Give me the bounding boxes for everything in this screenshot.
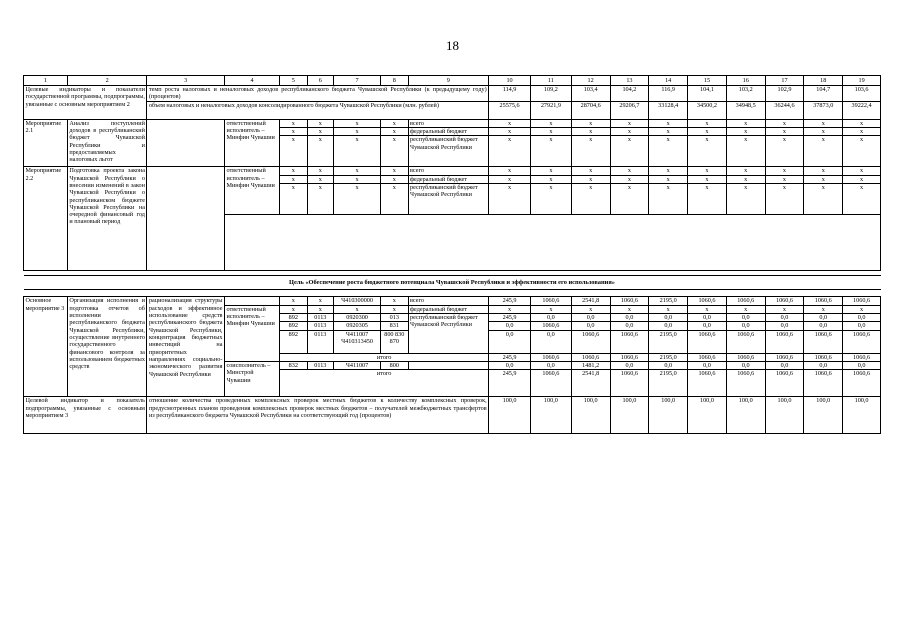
- value-cell: x: [688, 305, 727, 313]
- value-cell: 0,0: [610, 361, 649, 369]
- value-cell: x: [489, 136, 531, 167]
- source-cell: федеральный бюджет: [408, 175, 489, 183]
- value-cell: x: [571, 305, 610, 313]
- value-cell: x: [530, 136, 571, 167]
- value-cell: 1060,6: [688, 370, 727, 397]
- value-cell: x: [489, 183, 531, 214]
- value-cell: 0,0: [649, 322, 688, 330]
- total-label: итого: [280, 370, 489, 397]
- event-name: Организация исполнения и подготовка отчетов об исполнении республиканского бюджета Чувашской Республики, осуществление внутреннего государственного финансового контроля за использованием бюджетных средств: [67, 297, 147, 397]
- value-cell: x: [530, 119, 571, 127]
- value-cell: 1060,6: [726, 297, 765, 305]
- code-cell: 800 830 870: [381, 330, 409, 353]
- value-cell: x: [530, 175, 571, 183]
- value-cell: 0,0: [649, 314, 688, 322]
- value-cell: 1060,6: [843, 370, 881, 397]
- value-cell: 103,4: [571, 86, 610, 102]
- code-cell: x: [381, 119, 409, 127]
- source-cell: [408, 361, 489, 369]
- header-row: [24, 76, 881, 86]
- value-cell: 100,0: [804, 397, 843, 434]
- value-cell: x: [571, 119, 610, 127]
- value-cell: 0,0: [843, 361, 881, 369]
- value-cell: 100,0: [765, 397, 804, 434]
- value-cell: 0,0: [765, 314, 804, 322]
- header-cell: 19: [843, 76, 881, 86]
- indicator-text: объем налоговых и неналоговых доходов консолидированного бюджета Чувашской Республики (млн. рублей): [147, 101, 489, 119]
- header-cell: 18: [804, 76, 843, 86]
- indicator-label: Целевые индикаторы и показатели государственной программы, подпрограммы, увязанные с основным мероприятием 2: [24, 86, 147, 120]
- indicator-text: темп роста налоговых и неналоговых доходов республиканского бюджета Чувашской Республики (к предыдущему году) (процентов): [148, 86, 487, 101]
- value-cell: 1060,6: [804, 353, 843, 361]
- code-cell: x: [280, 175, 308, 183]
- value-cell: 1060,6: [530, 353, 571, 361]
- value-cell: 36244,6: [765, 101, 804, 119]
- value-cell: 1060,6: [688, 330, 727, 353]
- value-cell: x: [571, 127, 610, 135]
- header-cell: 8: [381, 76, 409, 86]
- value-cell: 0,0: [610, 314, 649, 322]
- value-cell: x: [530, 305, 571, 313]
- event-row: [24, 167, 881, 175]
- value-cell: x: [804, 175, 843, 183]
- value-cell: 34948,5: [726, 101, 765, 119]
- header-cell: 10: [489, 76, 531, 86]
- header-cell: 16: [726, 76, 765, 86]
- value-cell: x: [649, 175, 688, 183]
- value-cell: x: [804, 305, 843, 313]
- code-cell: x: [381, 127, 409, 135]
- source-cell: всего: [408, 297, 489, 305]
- value-cell: x: [843, 175, 881, 183]
- header-cell: 9: [408, 76, 489, 86]
- code-cell: x: [381, 136, 409, 167]
- value-cell: 1060,6: [765, 353, 804, 361]
- value-cell: 0,0: [688, 322, 727, 330]
- value-cell: 104,1: [688, 86, 727, 102]
- code-cell: x: [334, 136, 381, 167]
- value-cell: 1060,6: [610, 330, 649, 353]
- value-cell: 1060,6: [726, 370, 765, 397]
- value-cell: 2195,0: [649, 353, 688, 361]
- page-number: 18: [446, 38, 459, 53]
- value-cell: x: [726, 136, 765, 167]
- code-cell: x: [307, 167, 334, 175]
- value-cell: x: [649, 183, 688, 214]
- value-cell: 245,9: [489, 314, 531, 322]
- code-cell: Ч411007: [334, 361, 381, 369]
- value-cell: 1060,6: [571, 330, 610, 353]
- value-cell: 2195,0: [649, 297, 688, 305]
- value-cell: x: [610, 183, 649, 214]
- header-cell: 2: [67, 76, 147, 86]
- value-cell: x: [489, 167, 531, 175]
- code-cell: 0113: [307, 322, 334, 330]
- value-cell: x: [843, 119, 881, 127]
- header-cell: 3: [147, 76, 225, 86]
- indicator-row: [24, 397, 881, 434]
- om3-row: [24, 297, 881, 305]
- value-cell: 1060,6: [804, 330, 843, 353]
- code-cell: 832: [280, 361, 308, 369]
- code-cell: 0920300: [334, 314, 381, 322]
- value-cell: x: [530, 127, 571, 135]
- budget-table: [23, 75, 881, 434]
- value-cell: 37873,0: [804, 101, 843, 119]
- code-cell: x: [280, 127, 308, 135]
- header-cell: 7: [334, 76, 381, 86]
- value-cell: x: [688, 127, 727, 135]
- value-cell: x: [571, 183, 610, 214]
- value-cell: 2195,0: [649, 370, 688, 397]
- header-cell: 4: [224, 76, 279, 86]
- value-cell: 100,0: [610, 397, 649, 434]
- value-cell: 245,9: [489, 353, 531, 361]
- value-cell: 0,0: [489, 330, 531, 353]
- header-cell: 11: [530, 76, 571, 86]
- code-cell: x: [334, 183, 381, 214]
- value-cell: x: [649, 305, 688, 313]
- value-cell: 1060,6: [765, 370, 804, 397]
- code-cell: 831: [381, 322, 409, 330]
- value-cell: 34500,2: [688, 101, 727, 119]
- value-cell: x: [765, 175, 804, 183]
- header-cell: 1: [24, 76, 68, 86]
- value-cell: 103,2: [726, 86, 765, 102]
- value-cell: x: [765, 136, 804, 167]
- value-cell: 25575,6: [489, 101, 531, 119]
- code-cell: 0920305: [334, 322, 381, 330]
- value-cell: x: [610, 305, 649, 313]
- value-cell: 1060,6: [610, 353, 649, 361]
- code-cell: x: [280, 119, 308, 127]
- value-cell: 28704,6: [571, 101, 610, 119]
- header-cell: 12: [571, 76, 610, 86]
- spacer-row: [24, 290, 881, 297]
- value-cell: 0,0: [530, 330, 571, 353]
- code-cell: x: [381, 305, 409, 313]
- value-cell: x: [688, 183, 727, 214]
- event-responsible: ответственный исполнитель – Минфин Чувашии: [224, 167, 279, 215]
- value-cell: 0,0: [649, 361, 688, 369]
- value-cell: 2541,8: [571, 297, 610, 305]
- value-cell: 0,0: [688, 314, 727, 322]
- code-cell: x: [381, 297, 409, 305]
- indicator-row: [24, 86, 881, 102]
- value-cell: 0,0: [843, 322, 881, 330]
- event-coexecutor: соисполнитель – Минстрой Чувашии: [224, 361, 279, 396]
- value-cell: x: [649, 127, 688, 135]
- value-cell: 100,0: [530, 397, 571, 434]
- value-cell: 1060,6: [765, 297, 804, 305]
- value-cell: 0,0: [530, 361, 571, 369]
- value-cell: x: [726, 127, 765, 135]
- value-cell: 2195,0: [649, 330, 688, 353]
- value-cell: x: [649, 119, 688, 127]
- header-cell: 15: [688, 76, 727, 86]
- value-cell: 1060,6: [610, 297, 649, 305]
- value-cell: x: [843, 127, 881, 135]
- source-cell: республиканский бюджет Чувашской Республики: [408, 314, 489, 354]
- goal-title: Цель «Обеспечение роста бюджетного потенциала Чувашской Республики и эффективности его использования»: [24, 275, 881, 290]
- subtotal-label: итого: [280, 353, 489, 361]
- value-cell: x: [765, 119, 804, 127]
- code-cell: x: [381, 183, 409, 214]
- value-cell: x: [688, 167, 727, 175]
- spacer-cell: [24, 290, 881, 297]
- code-cell: 800: [381, 361, 409, 369]
- value-cell: 1060,6: [726, 330, 765, 353]
- value-cell: x: [688, 119, 727, 127]
- code-cell: x: [381, 167, 409, 175]
- value-cell: 245,9: [489, 370, 531, 397]
- value-cell: x: [610, 175, 649, 183]
- indicator-row: [24, 101, 881, 119]
- value-cell: 29206,7: [610, 101, 649, 119]
- empty-cell: [224, 297, 279, 305]
- event-task: рационализация структуры расходов и эффективное использование средств республиканского бюджета Чувашской Республики, концентрация бюджетных инвестиций на приоритетных направлениях социально-экономического развития Чувашской Республики: [147, 297, 225, 397]
- value-cell: x: [649, 167, 688, 175]
- header-cell: 6: [307, 76, 334, 86]
- code-cell: x: [280, 136, 308, 167]
- value-cell: 100,0: [726, 397, 765, 434]
- value-cell: x: [843, 305, 881, 313]
- value-cell: 0,0: [688, 361, 727, 369]
- value-cell: x: [726, 183, 765, 214]
- value-cell: 1060,6: [726, 353, 765, 361]
- value-cell: x: [765, 167, 804, 175]
- code-cell: Ч411007 Ч410313450: [334, 330, 381, 353]
- value-cell: x: [804, 136, 843, 167]
- value-cell: 100,0: [571, 397, 610, 434]
- value-cell: x: [726, 305, 765, 313]
- code-cell: x: [280, 167, 308, 175]
- source-cell: федеральный бюджет: [408, 305, 489, 313]
- code-cell: 013: [381, 314, 409, 322]
- event-responsible: ответственный исполнитель – Минфин Чувашии: [224, 119, 279, 167]
- code-cell: 0113: [307, 330, 334, 353]
- value-cell: 0,0: [610, 322, 649, 330]
- event-label: Мероприятие 2.2: [24, 167, 68, 271]
- value-cell: x: [610, 127, 649, 135]
- value-cell: 1060,6: [688, 297, 727, 305]
- value-cell: x: [804, 119, 843, 127]
- value-cell: 0,0: [804, 322, 843, 330]
- value-cell: 100,0: [843, 397, 881, 434]
- event-task: [147, 167, 225, 271]
- value-cell: 0,0: [726, 314, 765, 322]
- value-cell: 104,7: [804, 86, 843, 102]
- value-cell: 116,9: [649, 86, 688, 102]
- code-cell: x: [307, 183, 334, 214]
- value-cell: x: [688, 136, 727, 167]
- value-cell: x: [571, 167, 610, 175]
- value-cell: x: [726, 119, 765, 127]
- value-cell: x: [489, 305, 531, 313]
- value-cell: x: [726, 175, 765, 183]
- value-cell: x: [610, 136, 649, 167]
- code-cell: x: [280, 183, 308, 214]
- code-cell: 892: [280, 314, 308, 322]
- code-cell: x: [280, 305, 308, 313]
- value-cell: 0,0: [489, 322, 531, 330]
- indicator-label: Целевой индикатор и показатель подпрограммы, увязанные с основным мероприятием 3: [24, 397, 147, 434]
- value-cell: 1060,6: [530, 370, 571, 397]
- value-cell: 1060,6: [765, 330, 804, 353]
- value-cell: 245,9: [489, 297, 531, 305]
- event-responsible: ответственный исполнитель – Минфин Чувашии: [224, 305, 279, 361]
- value-cell: 1481,2: [571, 361, 610, 369]
- header-cell: 14: [649, 76, 688, 86]
- source-cell: федеральный бюджет: [408, 127, 489, 135]
- code-cell: x: [307, 175, 334, 183]
- code-cell: x: [381, 175, 409, 183]
- indicator-text: отношение количества проведенных комплексных проверок местных бюджетов к количеству комплексных проверок, предусмотренных планом проведения комплексных проверок местных бюджетов – получателей межбюджетных трансфертов из республиканского бюджета Чувашской Республики на соответствующий год (процентов): [147, 397, 489, 434]
- value-cell: 1060,6: [530, 322, 571, 330]
- code-cell: x: [334, 127, 381, 135]
- value-cell: 109,2: [530, 86, 571, 102]
- source-cell: всего: [408, 119, 489, 127]
- event-row: [24, 119, 881, 127]
- value-cell: 104,2: [610, 86, 649, 102]
- value-cell: x: [610, 119, 649, 127]
- value-cell: 1060,6: [530, 297, 571, 305]
- value-cell: 0,0: [843, 314, 881, 322]
- value-cell: 100,0: [489, 397, 531, 434]
- code-cell: x: [307, 136, 334, 167]
- code-cell: 892: [280, 322, 308, 330]
- value-cell: 39222,4: [843, 101, 881, 119]
- goal-row: [24, 275, 881, 290]
- value-cell: 0,0: [530, 314, 571, 322]
- value-cell: x: [765, 127, 804, 135]
- value-cell: x: [726, 167, 765, 175]
- value-cell: 0,0: [765, 361, 804, 369]
- code-cell: x: [334, 305, 381, 313]
- value-cell: 103,6: [843, 86, 881, 102]
- value-cell: 0,0: [765, 322, 804, 330]
- value-cell: 0,0: [804, 314, 843, 322]
- header-cell: 17: [765, 76, 804, 86]
- value-cell: 0,0: [571, 314, 610, 322]
- event-task: [147, 119, 225, 167]
- value-cell: 1060,6: [843, 330, 881, 353]
- event-label: Основное мероприятие 3: [24, 297, 68, 397]
- source-cell: республиканский бюджет Чувашской Республики: [408, 183, 489, 214]
- value-cell: 100,0: [649, 397, 688, 434]
- value-cell: x: [843, 167, 881, 175]
- value-cell: 1060,6: [843, 353, 881, 361]
- value-cell: x: [765, 305, 804, 313]
- header-cell: 5: [280, 76, 308, 86]
- code-cell: x: [334, 175, 381, 183]
- value-cell: x: [489, 119, 531, 127]
- code-cell: 892: [280, 330, 308, 353]
- value-cell: 0,0: [726, 361, 765, 369]
- code-cell: x: [334, 167, 381, 175]
- value-cell: x: [765, 183, 804, 214]
- value-cell: x: [649, 136, 688, 167]
- code-cell: Ч410300000: [334, 297, 381, 305]
- value-cell: 100,0: [688, 397, 727, 434]
- value-cell: 0,0: [571, 322, 610, 330]
- source-cell: всего: [408, 167, 489, 175]
- value-cell: 1060,6: [571, 353, 610, 361]
- code-cell: x: [307, 119, 334, 127]
- code-cell: x: [334, 119, 381, 127]
- value-cell: 114,9: [489, 86, 531, 102]
- event-name: Анализ поступлений доходов в республиканский бюджет Чувашской Республики и предоставляемых налоговых льгот: [67, 119, 147, 167]
- value-cell: 1060,6: [804, 297, 843, 305]
- value-cell: x: [843, 136, 881, 167]
- value-cell: 2541,8: [571, 370, 610, 397]
- value-cell: 1060,6: [610, 370, 649, 397]
- value-cell: x: [571, 175, 610, 183]
- code-cell: 0113: [307, 361, 334, 369]
- value-cell: x: [530, 167, 571, 175]
- value-cell: 0,0: [489, 361, 531, 369]
- value-cell: 27921,9: [530, 101, 571, 119]
- value-cell: x: [804, 183, 843, 214]
- code-cell: 0113: [307, 314, 334, 322]
- header-cell: 13: [610, 76, 649, 86]
- code-cell: x: [280, 297, 308, 305]
- value-cell: x: [610, 167, 649, 175]
- code-cell: x: [307, 127, 334, 135]
- value-cell: x: [843, 183, 881, 214]
- event-label: Мероприятие 2.1: [24, 119, 68, 167]
- value-cell: x: [489, 127, 531, 135]
- value-cell: 1060,6: [804, 370, 843, 397]
- value-cell: 102,9: [765, 86, 804, 102]
- value-cell: x: [530, 183, 571, 214]
- code-cell: x: [307, 297, 334, 305]
- value-cell: x: [688, 175, 727, 183]
- value-cell: x: [571, 136, 610, 167]
- source-cell: республиканский бюджет Чувашской Республики: [408, 136, 489, 167]
- event-name: Подготовка проекта закона Чувашской Республики о внесении изменений в закон Чувашской Республики о республиканском бюджете Чувашской Республики на очередной финансовый год и плановый период: [67, 167, 147, 271]
- value-cell: x: [804, 127, 843, 135]
- value-cell: x: [804, 167, 843, 175]
- empty-cell: [224, 214, 880, 270]
- value-cell: 0,0: [726, 322, 765, 330]
- value-cell: 1060,6: [688, 353, 727, 361]
- value-cell: 33128,4: [649, 101, 688, 119]
- value-cell: 1060,6: [843, 297, 881, 305]
- value-cell: 0,0: [804, 361, 843, 369]
- code-cell: x: [307, 305, 334, 313]
- value-cell: x: [489, 175, 531, 183]
